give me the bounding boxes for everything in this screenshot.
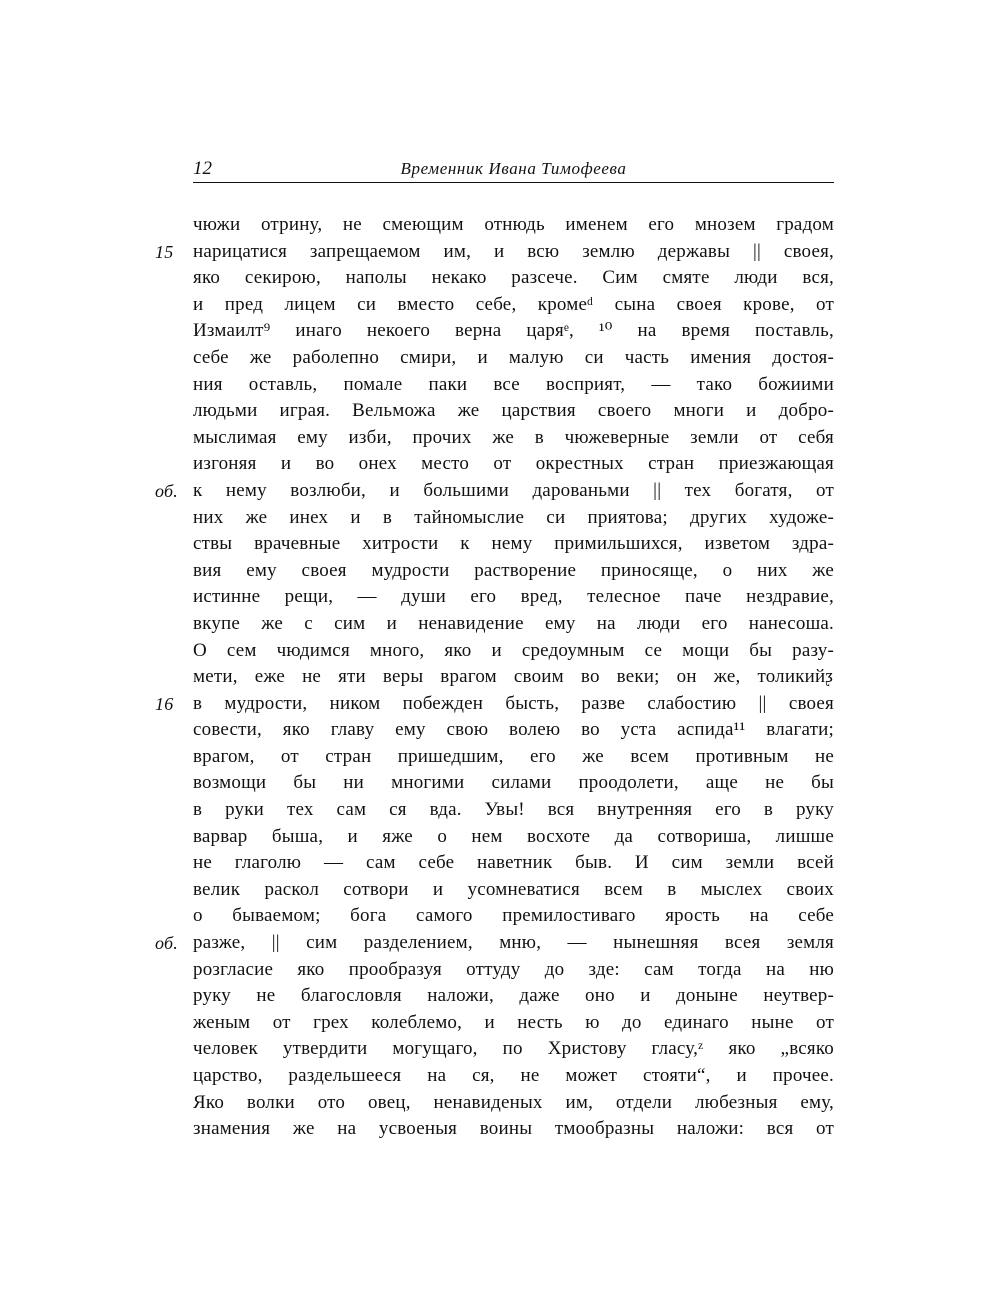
text-line-content: чюжи отрину, не смеющим отнюдь именем его мнозем градом [193, 214, 834, 235]
text-line-content: и пред лицем си вместо себе, кромеᵈ сына своея крове, от [193, 293, 834, 315]
text-line [193, 770, 834, 797]
page-header [193, 156, 834, 183]
text-line-content: розгласие яко прообразуя оттуду до зде: сам тогда на ню [193, 958, 834, 980]
text-line-content: Яко волки ото овец, ненавиденых им, отдели любезныя ему, [193, 1091, 834, 1113]
text-line-content: врагом, от стран пришедшим, его же всем противным не [193, 745, 834, 767]
text-line [193, 425, 834, 452]
text-line [193, 744, 834, 771]
text-line-content: мыслимая ему изби, прочих же в чюжеверные земли от себя [193, 426, 834, 448]
text-line [155, 478, 834, 505]
text-line-content: руку не благословля наложи, даже оно и доныне неутвер- [193, 985, 834, 1007]
text-line [155, 930, 834, 957]
text-line [193, 957, 834, 984]
text-line [193, 558, 834, 585]
text-line-content: вия ему своея мудрости растворение приносяще, о них же [193, 559, 834, 581]
text-line-content: яко секирою, наполы некако разсече. Сим смяте люди вся, [193, 267, 834, 289]
text-line [193, 451, 834, 478]
text-line [193, 717, 834, 744]
text-line [193, 903, 834, 930]
text-line-content: разже, || сим разделением, мню, — нынешняя всея земля [193, 932, 834, 954]
text-line-content: них же инех и в тайномыслие си приятова; других художе- [193, 506, 834, 528]
text-line [193, 824, 834, 851]
text-line [193, 584, 834, 611]
text-line-content: в руки тех сам ся вда. Увы! вся внутренняя его в руку [193, 799, 834, 821]
text-line [193, 1010, 834, 1037]
text-line [193, 797, 834, 824]
text-line-content: вкупе же с сим и ненавидение ему на люди его нанесоша. [193, 612, 834, 634]
text-line [193, 505, 834, 532]
text-line [193, 372, 834, 399]
text-line [155, 239, 834, 266]
text-line [193, 877, 834, 904]
text-line-content: варвар быша, и яже о нем восхоте да сотвориша, лишше [193, 825, 834, 847]
text-line-content: к нему возлюби, и большими дарованьми || тех богатя, от [193, 479, 834, 501]
body-text [155, 212, 834, 1143]
margin-note: об. [155, 933, 178, 954]
text-line [193, 1036, 834, 1063]
text-line-content: о бываемом; бога самого премилостиваго ярость на себе [193, 905, 834, 927]
text-line [193, 345, 834, 372]
text-line [193, 850, 834, 877]
text-line-content: О сем чюдимся много, яко и средоумным се мощи бы разу- [193, 639, 834, 661]
text-line-content: ствы врачевные хитрости к нему примильшихся, изветом здра- [193, 533, 834, 555]
text-line-content: велик раскол сотвори и усомневатися всем в мыслех своих [193, 878, 834, 900]
text-line-content: мети, еже не яти веры врагом своим во веки; он же, толикийᶚ [193, 666, 834, 688]
text-line-content: совести, яко главу ему свою волею во уста аспида¹¹ влагати; [193, 719, 834, 741]
text-line [193, 664, 834, 691]
text-line-content: не глаголю — сам себе наветник быв. И сим земли всей [193, 852, 834, 874]
text-line [193, 212, 834, 239]
text-line [193, 1116, 834, 1143]
text-line [193, 318, 834, 345]
text-line [193, 1063, 834, 1090]
text-line-content: людьми играя. Вельможа же царствия своего многи и добро- [193, 400, 834, 422]
text-line-content: знамения же на усвоеныя воины тмообразны наложи: вся от [193, 1118, 834, 1140]
text-line [193, 611, 834, 638]
text-line-content: Измаилт⁹ инаго некоего верна царяᵉ, ¹⁰ на время поставль, [193, 320, 834, 342]
text-line-content: человек утвердити могущаго, по Христову гласу,ᶻ яко „всяко [193, 1038, 834, 1060]
text-line-content: женым от грех колеблемо, и несть ю до единаго ныне от [193, 1011, 834, 1033]
text-line [193, 265, 834, 292]
text-line-content: истинне рещи, — души его вред, телесное паче нездравие, [193, 586, 834, 608]
margin-note: об. [155, 480, 178, 501]
page-number: 12 [193, 158, 212, 179]
text-line [193, 531, 834, 558]
text-line [193, 398, 834, 425]
text-line-content: изгоняя и во онех место от окрестных стран приезжающая [193, 453, 834, 475]
running-title: Временник Ивана Тимофеева [400, 159, 627, 178]
text-line-content: нарицатися запрещаемом им, и всю землю державы || своея, [193, 240, 834, 262]
text-line-content: ния оставль, помале паки все восприят, — тако божиими [193, 373, 834, 395]
margin-note: 16 [155, 693, 174, 714]
text-line-content: себе же раболепно смири, и малую си часть имения достоя- [193, 346, 834, 368]
margin-note: 15 [155, 241, 174, 262]
text-line-content: возмощи бы ни многими силами проодолети, аще не бы [193, 772, 834, 794]
text-line [193, 1090, 834, 1117]
text-line-content: в мудрости, ником побежден бысть, разве слабостию || своея [193, 692, 834, 714]
text-line [193, 983, 834, 1010]
text-line [155, 691, 834, 718]
text-line-content: царство, раздельшееся на ся, не может стояти“, и прочее. [193, 1065, 834, 1086]
text-line [193, 638, 834, 665]
text-line [193, 292, 834, 319]
